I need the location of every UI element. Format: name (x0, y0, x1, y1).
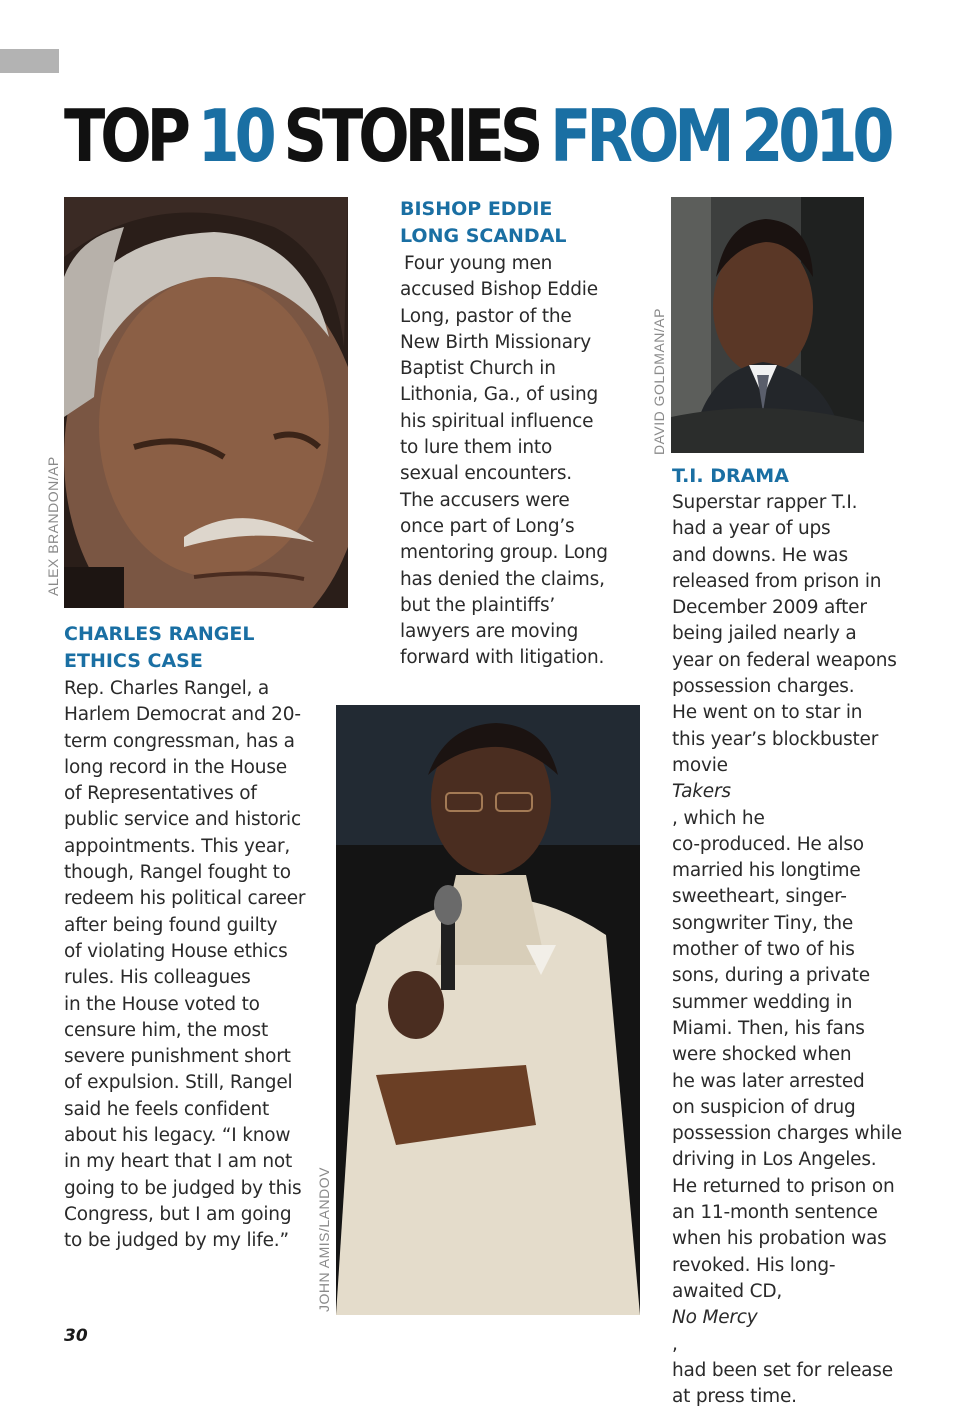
body-line: Congress, but I am going (64, 1203, 292, 1225)
body-line: but the plaintiffs’ (400, 594, 556, 616)
rangel-body (64, 676, 344, 1255)
body-line: songwriter Tiny, the (672, 912, 854, 934)
body-line: lawyers are moving (400, 621, 579, 643)
body-line: when his probation was (672, 1228, 887, 1250)
body-line: at press time. (672, 1386, 797, 1408)
body-line: December 2009 after (672, 597, 867, 619)
body-line: long record in the House (64, 756, 287, 778)
body-line: about his legacy. “I know (64, 1125, 291, 1147)
long-body (400, 251, 640, 672)
long-headline (400, 196, 567, 250)
rangel-headline (64, 621, 254, 675)
body-line: Lithonia, Ga., of using (400, 384, 599, 406)
body-line: severe punishment short (64, 1046, 291, 1068)
body-text: , (672, 1333, 678, 1355)
long-headline-line: LONG SCANDAL (400, 225, 567, 247)
body-line: New Birth Missionary (400, 331, 591, 353)
body-line: Harlem Democrat and 20- (64, 704, 301, 726)
album-title: No Mercy (672, 1307, 758, 1329)
body-line: his spiritual influence (400, 410, 594, 432)
body-line: rules. His colleagues (64, 967, 251, 989)
body-line: redeem his political career (64, 888, 306, 910)
body-line: Rep. Charles Rangel, a (64, 678, 270, 699)
body-line: going to be judged by this (64, 1177, 302, 1199)
body-line: in my heart that I am not (64, 1151, 293, 1173)
body-line: co-produced. He also (672, 833, 864, 855)
body-line: driving in Los Angeles. (672, 1149, 877, 1171)
body-line: forward with litigation. (400, 647, 605, 669)
body-line: sons, during a private (672, 965, 870, 987)
body-line: Miami. Then, his fans (672, 1017, 865, 1039)
headline-word-stories: STORIES (283, 94, 539, 178)
body-line: once part of Long’s (400, 515, 575, 537)
ti-headline-line: T.I. DRAMA (672, 465, 789, 487)
body-text: movie (672, 754, 728, 776)
long-headline-line: BISHOP EDDIE (400, 198, 553, 220)
body-line: Four young men (404, 253, 553, 274)
body-line (672, 753, 927, 832)
body-line: mother of two of his (672, 939, 855, 961)
body-text: awaited CD, (672, 1280, 783, 1302)
body-line: an 11-month sentence (672, 1202, 878, 1224)
body-line: married his longtime (672, 860, 861, 882)
headline-word-from: FROM (550, 94, 730, 178)
body-text: , which he (672, 807, 765, 829)
body-line: Long, pastor of the (400, 305, 572, 327)
rangel-headline-line: ETHICS CASE (64, 650, 203, 672)
body-line: released from prison in (672, 570, 882, 592)
body-line: after being found guilty (64, 914, 278, 936)
body-line: were shocked when (672, 1044, 852, 1066)
rangel-photo (64, 197, 348, 608)
body-line: He returned to prison on (672, 1175, 895, 1197)
body-line: to be judged by my life.” (64, 1230, 289, 1252)
body-line: he was later arrested (672, 1070, 865, 1092)
body-line: possession charges while (672, 1123, 902, 1145)
body-line: on suspicion of drug (672, 1096, 856, 1118)
page-number: 30 (64, 1326, 88, 1346)
headline-word-2010: 2010 (741, 94, 890, 178)
rangel-headline-line: CHARLES RANGEL (64, 623, 255, 645)
body-line: possession charges. (672, 676, 855, 698)
body-line: sweetheart, singer- (672, 886, 847, 908)
body-line: year on federal weapons (672, 649, 897, 671)
body-line (672, 1279, 927, 1358)
body-line: in the House voted to (64, 993, 260, 1015)
headline-word-top: TOP (64, 94, 186, 178)
headline-word-10: 10 (197, 94, 272, 178)
body-line: term congressman, has a (64, 730, 295, 752)
body-line: though, Rangel fought to (64, 862, 291, 884)
body-line: censure him, the most (64, 1019, 269, 1041)
body-line: accused Bishop Eddie (400, 279, 598, 301)
body-line: revoked. His long- (672, 1254, 836, 1276)
body-line: He went on to star in (672, 702, 863, 724)
body-line: had been set for release (672, 1359, 893, 1381)
body-line: public service and historic (64, 809, 301, 831)
body-line: of violating House ethics (64, 940, 288, 962)
body-line: mentoring group. Long (400, 542, 608, 564)
rangel-photo-credit: ALEX BRANDON/AP (45, 456, 61, 596)
body-line: Superstar rapper T.I. (672, 492, 858, 513)
long-photo (336, 705, 640, 1315)
body-line: Baptist Church in (400, 358, 556, 380)
body-line: The accusers were (400, 489, 570, 511)
body-line: had a year of ups (672, 518, 831, 540)
body-line: of Representatives of (64, 783, 257, 805)
movie-title: Takers (672, 781, 731, 803)
ti-photo (671, 197, 864, 453)
page-headline (64, 86, 889, 186)
ti-photo-credit: DAVID GOLDMAN/AP (651, 308, 667, 455)
body-line: to lure them into (400, 437, 553, 459)
body-line: appointments. This year, (64, 835, 291, 857)
body-line: this year’s blockbuster (672, 728, 879, 750)
body-line: and downs. He was (672, 544, 848, 566)
body-line: said he feels confident (64, 1098, 270, 1120)
long-photo-credit: JOHN AMIS/LANDOV (316, 1167, 332, 1312)
body-line: sexual encounters. (400, 463, 572, 485)
body-line: summer wedding in (672, 991, 853, 1013)
ti-headline (672, 463, 789, 490)
body-line: has denied the claims, (400, 568, 605, 590)
body-line: of expulsion. Still, Rangel (64, 1072, 293, 1094)
section-tab (0, 49, 59, 73)
ti-body (672, 490, 927, 1410)
body-line: being jailed nearly a (672, 623, 857, 645)
